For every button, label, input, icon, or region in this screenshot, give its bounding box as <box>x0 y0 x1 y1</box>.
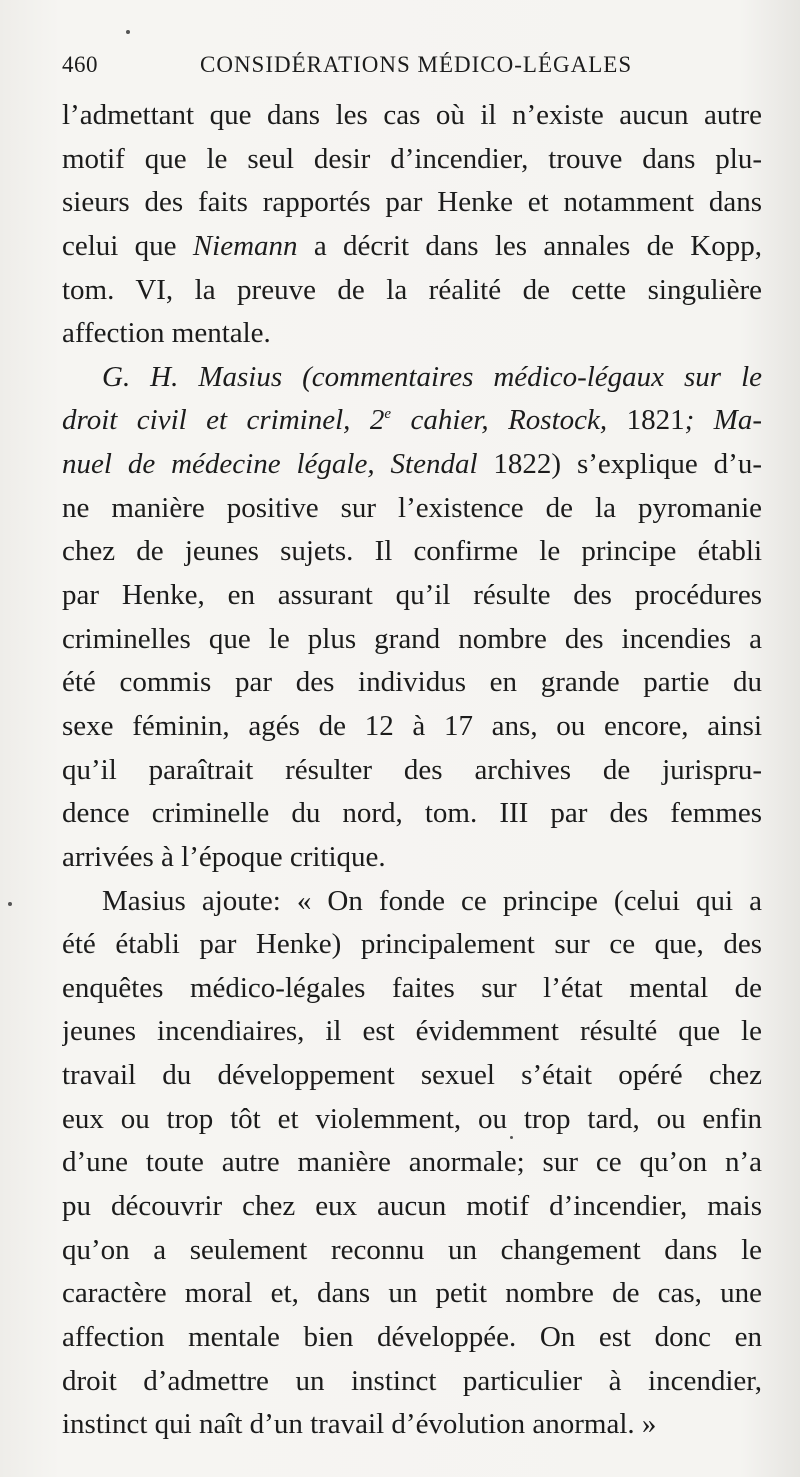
text-fragment: celui que <box>62 229 193 262</box>
text-fragment: cahier, Rostock, <box>391 404 627 437</box>
text-fragment: 1822) s’explique d’u- <box>493 448 762 481</box>
text-line: affection mentale. <box>62 317 271 350</box>
text-line: chez de jeunes sujets. Il confirme le principe établi <box>62 535 762 568</box>
text-line: dence criminelle du nord, tom. III par des femmes <box>62 797 762 830</box>
body-text <box>62 94 762 1447</box>
text-line: travail du développement sexuel s’était opéré chez <box>62 1059 762 1092</box>
author-name-masius: G. H. Masius <box>102 360 283 393</box>
author-name-niemann: Niemann <box>192 229 298 262</box>
ink-speck <box>510 1136 513 1139</box>
text-line: été établi par Henke) principalement sur ce que, des <box>62 928 762 961</box>
text-line: criminelles que le plus grand nombre des incendies a <box>62 622 762 655</box>
text-line: par Henke, en assurant qu’il résulte des procédures <box>62 579 762 612</box>
text-line: d’une toute autre manière anormale; sur ce qu’on n’a <box>62 1146 762 1179</box>
text-line: jeunes incendiaires, il est évidemment résulté que le <box>62 1015 762 1048</box>
text-line <box>62 356 762 400</box>
text-fragment: droit civil et criminel, 2 <box>62 404 385 437</box>
text-line: sexe féminin, agés de 12 à 17 ans, ou encore, ainsi <box>62 709 762 742</box>
text-line: tom. VI, la preuve de la réalité de cette singulière <box>62 273 762 306</box>
text-line: droit d’admettre un instinct particulier à incendier, <box>62 1364 762 1397</box>
text-fragment: nuel de médecine légale, Stendal <box>62 448 494 481</box>
text-fragment: (commentaires médico-légaux sur le <box>282 360 762 393</box>
year: 1821 <box>626 404 685 437</box>
text-line: affection mentale bien développée. On est donc en <box>62 1320 762 1353</box>
text-line <box>62 443 762 487</box>
page-header <box>62 52 742 88</box>
text-line: eux ou trop tôt et violemment, ou trop tard, ou enfin <box>62 1102 762 1135</box>
superscript: e <box>384 406 392 423</box>
text-line: l’admettant que dans les cas où il n’existe aucun autre <box>62 99 762 131</box>
text-line: caractère moral et, dans un petit nombre de cas, une <box>62 1277 762 1310</box>
running-title: CONSIDÉRATIONS MÉDICO-LÉGALES <box>200 52 633 77</box>
text-line: Masius ajoute: « On fonde ce principe (celui qui a <box>102 884 762 917</box>
text-line: sieurs des faits rapportés par Henke et notamment dans <box>62 186 762 219</box>
page-number: 460 <box>62 52 98 77</box>
ink-speck <box>126 30 130 34</box>
text-line: qu’on a seulement reconnu un changement dans le <box>62 1233 762 1266</box>
text-line: pu découvrir chez eux aucun motif d’incendier, mais <box>62 1190 762 1223</box>
text-line: ne manière positive sur l’existence de la pyromanie <box>62 491 762 524</box>
ink-speck <box>8 902 12 906</box>
text-line: qu’il paraîtrait résulter des archives de jurispru- <box>62 753 762 786</box>
text-line <box>62 399 762 443</box>
text-fragment: a décrit dans les annales de Kopp, <box>297 229 762 262</box>
text-line: instinct qui naît d’un travail d’évolution anormal. » <box>62 1408 657 1441</box>
text-line: été commis par des individus en grande partie du <box>62 666 762 699</box>
text-line: motif que le seul desir d’incendier, trouve dans plu- <box>62 142 762 175</box>
text-line <box>62 225 762 269</box>
text-line: arrivées à l’époque critique. <box>62 840 386 873</box>
text-fragment: ; Ma- <box>684 404 762 437</box>
text-line: enquêtes médico-légales faites sur l’état mental de <box>62 971 762 1004</box>
